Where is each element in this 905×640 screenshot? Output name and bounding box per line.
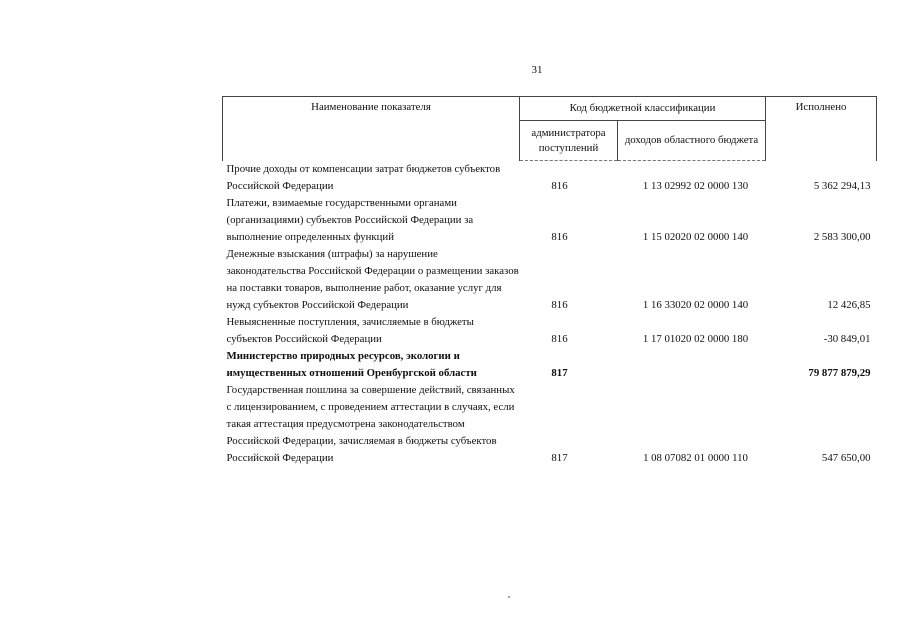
- row-admin-code-cell: 817: [551, 366, 568, 379]
- table-row: [223, 246, 877, 314]
- header-income: доходов областного бюджета: [618, 121, 766, 161]
- row-name-cell: Прочие доходы от компенсации затрат бюджетов субъектов Российской Федерации: [226, 162, 501, 192]
- row-income-code-cell: 1 15 02020 02 0000 140: [642, 230, 749, 243]
- row-income-code-cell: 1 13 02992 02 0000 130: [642, 179, 749, 192]
- row-name-cell: Невыясненные поступления, зачисляемые в бюджеты субъектов Российской Федерации: [226, 315, 474, 345]
- row-executed-cell: 2 583 300,00: [813, 230, 871, 243]
- header-name: Наименование показателя: [223, 97, 520, 161]
- row-admin-code-cell: 816: [551, 230, 568, 243]
- row-admin-code-cell: 816: [551, 298, 568, 311]
- row-name-cell: Денежные взыскания (штрафы) за нарушение законодательства Российской Федерации о размещении заказов на поставки товаров, выполнение работ, оказание услуг для нужд субъектов Российской Федерации: [226, 247, 519, 311]
- table-row: [223, 161, 877, 195]
- table-row: [223, 348, 877, 382]
- row-admin-code-cell: 816: [551, 332, 568, 345]
- row-income-code-cell: 1 16 33020 02 0000 140: [642, 298, 749, 311]
- header-code-group: Код бюджетной классификации: [520, 97, 766, 121]
- row-name-cell: Платежи, взимаемые государственными органами (организациями) субъектов Российской Федерации за выполнение определенных функций: [226, 196, 474, 243]
- row-executed-cell: 12 426,85: [827, 298, 871, 311]
- header-executed: Исполнено: [766, 97, 877, 161]
- budget-table: [222, 96, 877, 467]
- table-body: [223, 161, 877, 467]
- table-row: [223, 314, 877, 348]
- row-executed-cell: 5 362 294,13: [813, 179, 871, 192]
- row-income-code-cell: 1 08 07082 01 0000 110: [643, 451, 748, 464]
- row-income-code-cell: [618, 348, 766, 382]
- row-executed-cell: 547 650,00: [821, 451, 871, 464]
- page-number: 31: [531, 64, 543, 76]
- row-admin-code-cell: 816: [551, 179, 568, 192]
- header-admin: администратора поступлений: [520, 121, 618, 161]
- table-row: [223, 195, 877, 246]
- row-executed-cell: -30 849,01: [823, 332, 871, 345]
- row-name-cell: Государственная пошлина за совершение действий, связанных с лицензированием, с проведением аттестации в случаях, если такая аттестация предусмотрена законодательством Российской Федерации, зачисляемая в бюджеты субъектов Российской Федерации: [226, 383, 515, 464]
- row-name-cell: Министерство природных ресурсов, экологии и имущественных отношений Оренбургской области: [226, 349, 477, 379]
- row-executed-cell: 79 877 879,29: [808, 366, 871, 379]
- table-header: [223, 97, 877, 161]
- scan-speck: [508, 596, 510, 598]
- row-admin-code-cell: 817: [551, 451, 568, 464]
- row-income-code-cell: 1 17 01020 02 0000 180: [642, 332, 749, 345]
- table-row: [223, 382, 877, 467]
